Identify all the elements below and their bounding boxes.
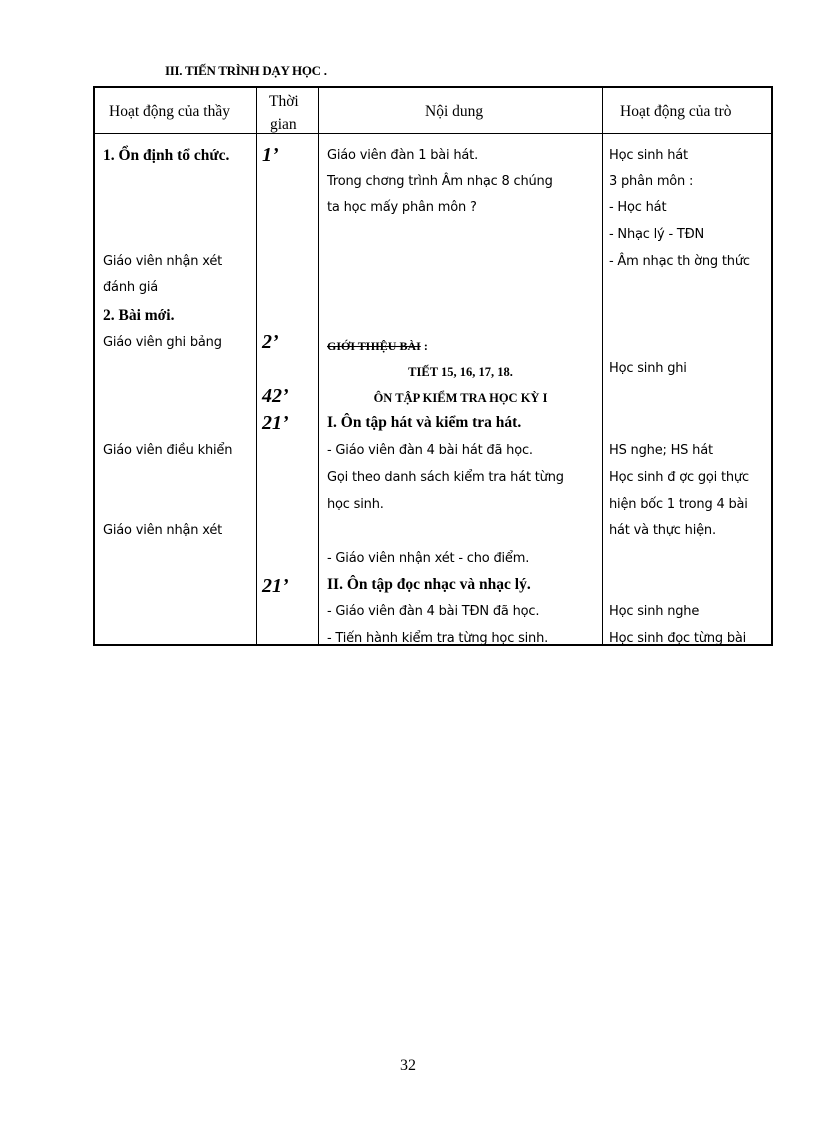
column-divider [602,88,603,644]
page-number: 32 [400,1057,416,1074]
time-value: 2’ [262,331,279,353]
content-lesson-numbers: TIẾT 15, 16, 17, 18. [408,365,513,379]
content-line: - Giáo viên nhận xét - cho điểm. [327,551,530,566]
content-line: - Giáo viên đàn 4 bài hát đã học. [327,443,533,458]
time-value: 1’ [262,144,279,166]
student-line: - Học hát [609,200,667,215]
student-line: - Nhạc lý - TĐN [609,227,705,242]
student-line: hiện bốc 1 trong 4 bài [609,497,748,512]
content-line: Gọi theo danh sách kiểm tra hát từng [327,470,564,485]
teacher-write-board: Giáo viên ghi bảng [103,335,222,350]
content-line: Giáo viên đàn 1 bài hát. [327,148,479,163]
teacher-comment-line1: Giáo viên nhận xét [103,254,223,269]
column-divider [256,88,257,644]
content-review-title: ÔN TẬP KIỂM TRA HỌC KỲ I [373,391,548,405]
student-line: - Âm nhạc th ờng thức [609,254,750,269]
header-time-line2: gian [270,116,297,133]
teacher-step-organize: 1. Ổn định tổ chức. [103,147,230,164]
lesson-table [93,86,773,646]
content-section-ii: II. Ôn tập đọc nhạc và nhạc lý. [327,576,531,593]
student-line: HS nghe; HS hát [609,443,713,458]
header-content: Nội dung [425,103,484,120]
header-student-activity: Hoạt động của trò [620,103,732,120]
student-line: Học sinh đ ợc gọi thực [609,470,749,485]
student-line: 3 phân môn : [609,174,694,189]
teacher-step-new-lesson: 2. Bài mới. [103,307,175,324]
section-heading: III. TIẾN TRÌNH DẠY HỌC . [165,63,327,78]
header-divider [95,133,771,134]
content-line: - Giáo viên đàn 4 bài TĐN đã học. [327,604,540,619]
teacher-evaluate: Giáo viên nhận xét [103,523,223,538]
content-line: học sinh. [327,497,384,512]
teacher-control: Giáo viên điều khiển [103,443,233,458]
header-teacher-activity: Hoạt động của thầy [109,103,230,120]
time-value: 21’ [262,575,289,597]
time-value: 21’ [262,412,289,434]
content-line: Trong chơng trình Âm nhạc 8 chúng [327,174,553,189]
student-line: Học sinh nghe [609,604,700,619]
student-line: Học sinh ghi [609,361,687,376]
intro-strike-text: GIỚI THIỆU BÀI [327,339,421,353]
content-line: ta học mấy phân môn ? [327,200,477,215]
student-line: Học sinh đọc từng bài [609,631,747,646]
content-section-i: I. Ôn tập hát và kiểm tra hát. [327,414,522,431]
content-intro-label [327,337,428,355]
header-time-line1: Thời [269,93,299,110]
content-line: - Tiến hành kiểm tra từng học sinh. [327,631,549,646]
student-line: hát và thực hiện. [609,523,716,538]
teacher-comment-line2: đánh giá [103,280,159,295]
student-line: Học sinh hát [609,148,688,163]
intro-colon: : [420,339,428,353]
time-value: 42’ [262,385,289,407]
